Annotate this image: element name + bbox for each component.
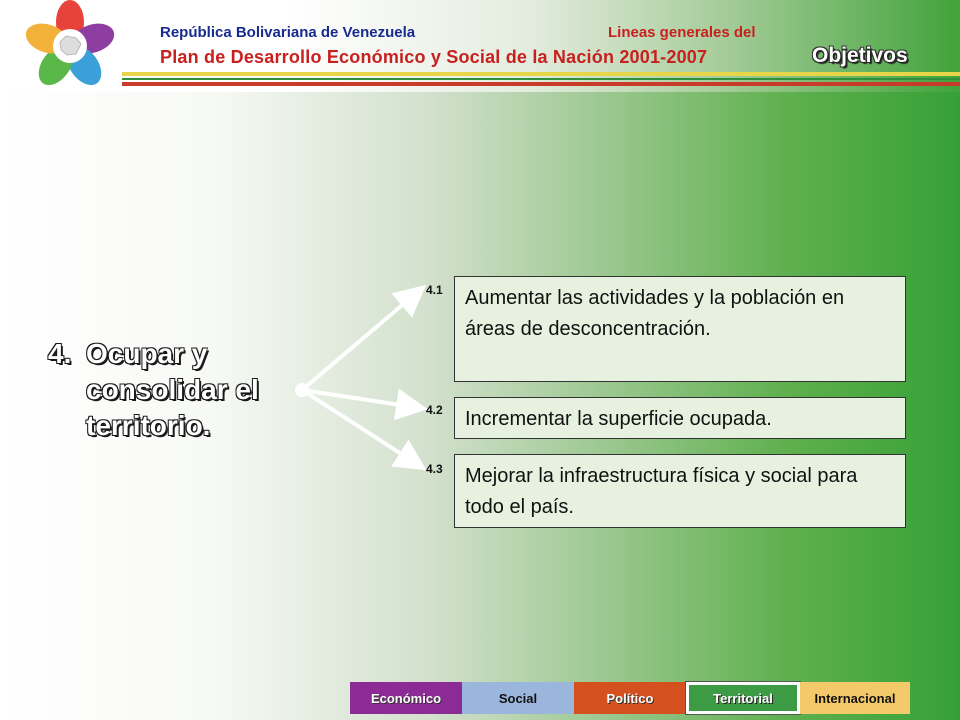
sub-objective-number: 4.2 [426, 403, 443, 417]
connector-4-1 [302, 290, 420, 390]
lineas-label: Lineas generales del [608, 24, 756, 41]
sub-objective-number: 4.3 [426, 462, 443, 476]
nav-territorial[interactable]: Territorial [686, 682, 800, 714]
nav-social[interactable]: Social [462, 682, 574, 714]
nav-politico[interactable]: Político [574, 682, 686, 714]
section-nav [350, 682, 910, 714]
nav-economico[interactable]: Económico [350, 682, 462, 714]
section-title: Objetivos [812, 44, 908, 67]
sub-objective-box: Aumentar las actividades y la población en áreas de desconcentración. [454, 276, 906, 382]
objective-title: Ocupar y consolidar el territorio. [86, 338, 259, 441]
country-name: República Bolivariana de Venezuela [160, 24, 416, 41]
sub-objective-number: 4.1 [426, 283, 443, 297]
sub-objective-box: Incrementar la superficie ocupada. [454, 397, 906, 439]
nav-internacional[interactable]: Internacional [800, 682, 910, 714]
plan-title: Plan de Desarrollo Económico y Social de la Nación 2001-2007 [160, 47, 708, 67]
connector-4-2 [302, 390, 420, 408]
connector-4-3 [302, 390, 420, 466]
objective-number: 4. [48, 338, 72, 369]
sub-objective-box: Mejorar la infraestructura física y social para todo el país. [454, 454, 906, 528]
